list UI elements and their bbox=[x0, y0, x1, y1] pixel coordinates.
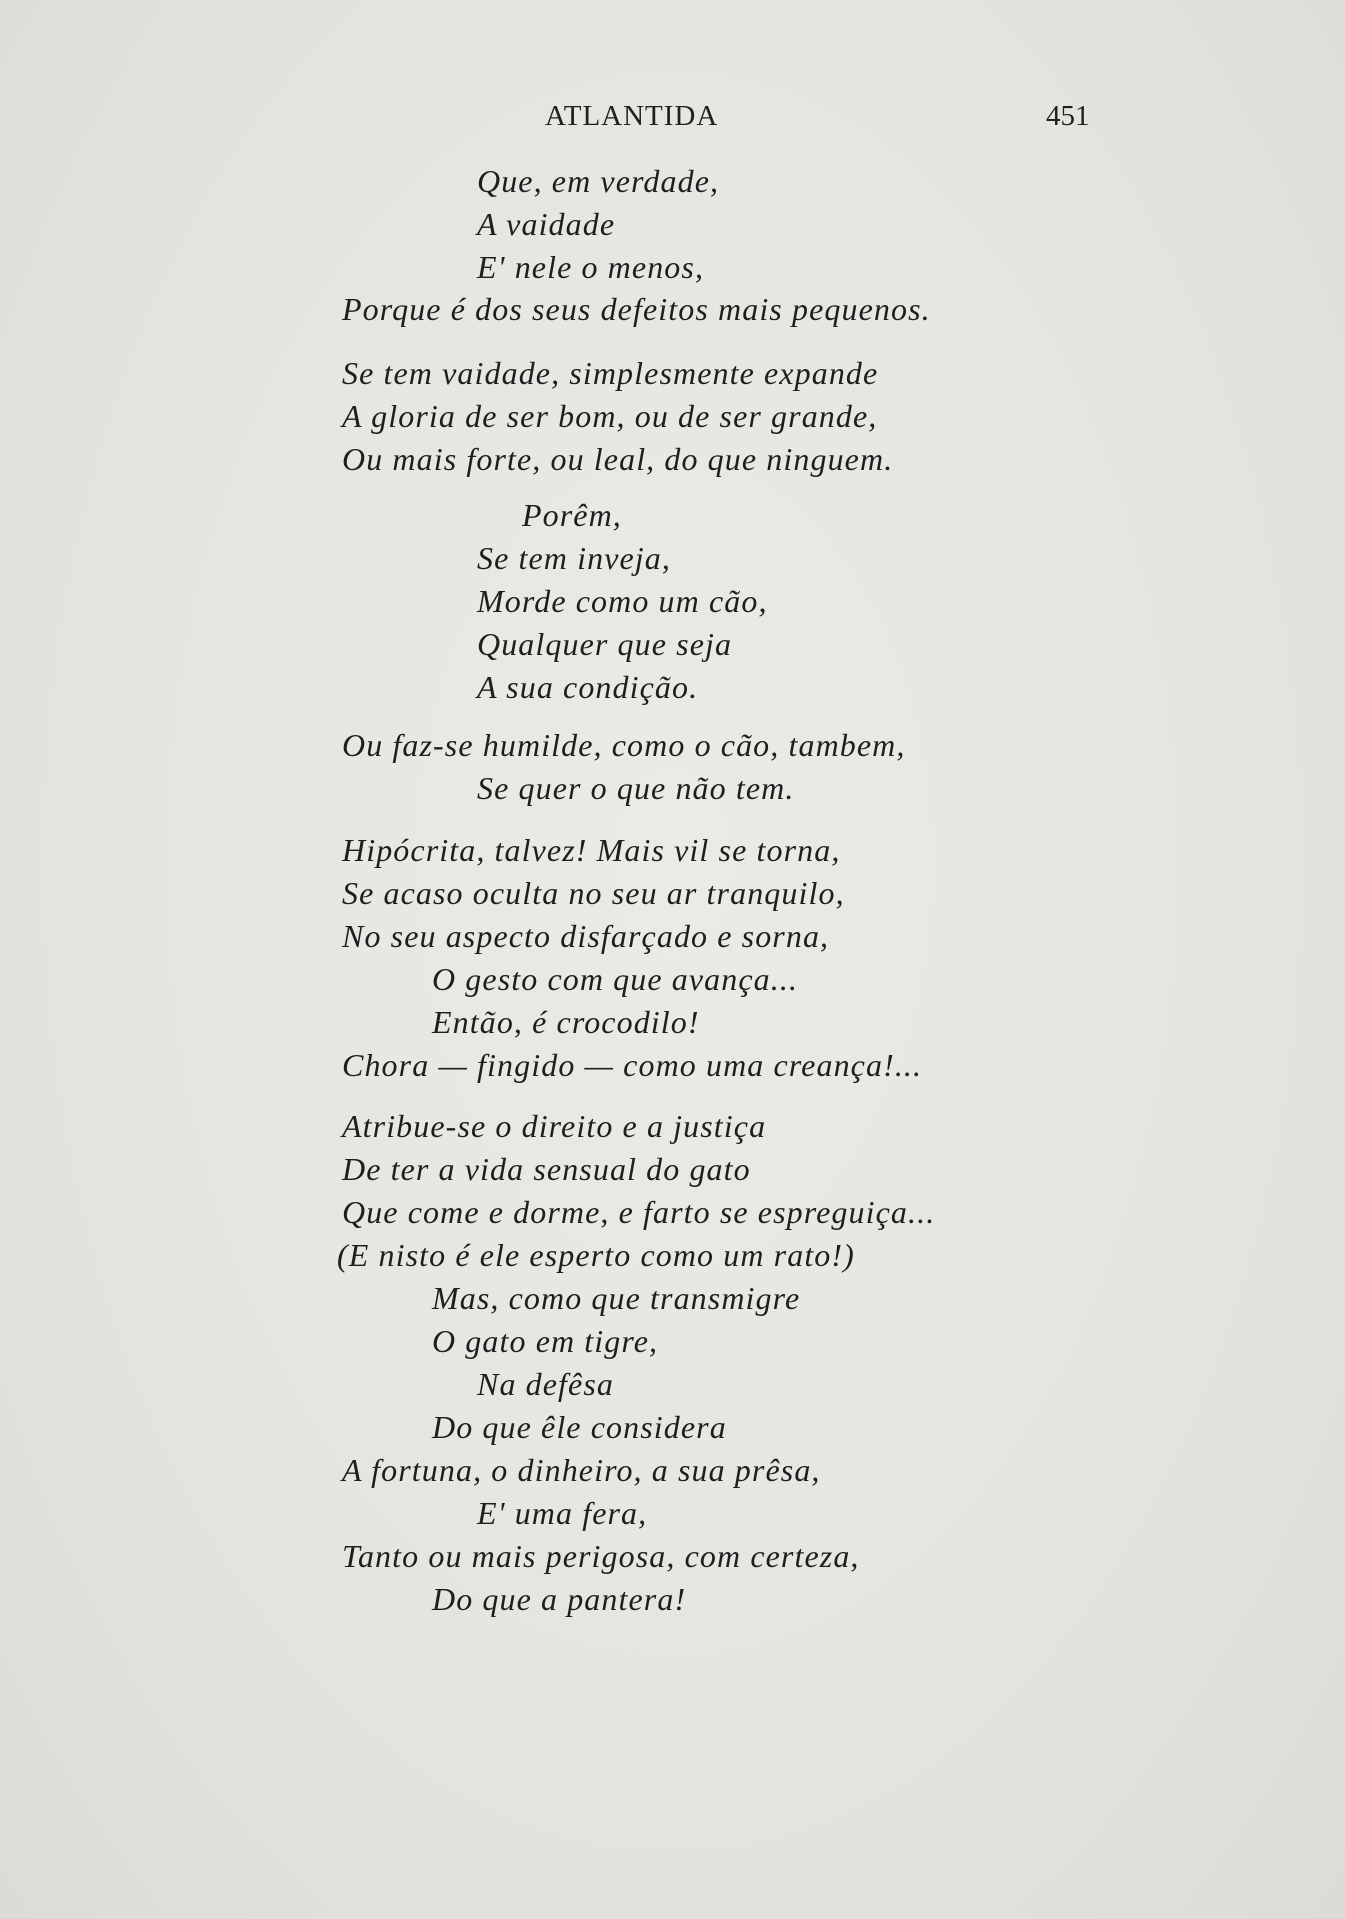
poem-line: Do que a pantera! bbox=[432, 1581, 687, 1617]
poem-line: Se tem vaidade, simplesmente expande bbox=[342, 355, 879, 391]
poem-line: E' uma fera, bbox=[477, 1495, 648, 1531]
poem-line: Hipócrita, talvez! Mais vil se torna, bbox=[342, 832, 841, 868]
poem-line: E' nele o menos, bbox=[477, 249, 705, 285]
poem-line: Se tem inveja, bbox=[477, 540, 671, 576]
poem-line: Que come e dorme, e farto se espreguiça... bbox=[342, 1194, 936, 1230]
poem-line: Ou faz-se humilde, como o cão, tambem, bbox=[342, 727, 906, 763]
page-number: 451 bbox=[1046, 100, 1090, 132]
poem-line: No seu aspecto disfarçado e sorna, bbox=[342, 918, 830, 954]
poem-line: Mas, como que transmigre bbox=[432, 1280, 801, 1316]
poem-line: Se quer o que não tem. bbox=[477, 770, 795, 806]
poem-line: Atribue-se o direito e a justiça bbox=[342, 1108, 767, 1144]
poem-line: O gesto com que avança... bbox=[432, 961, 799, 997]
poem-line: Que, em verdade, bbox=[477, 163, 720, 199]
poem-line: Chora — fingido — como uma creança!... bbox=[342, 1047, 923, 1083]
poem-line: A fortuna, o dinheiro, a sua prêsa, bbox=[342, 1452, 821, 1488]
poem-line: Porque é dos seus defeitos mais pequenos. bbox=[342, 291, 931, 327]
poem-line: Então, é crocodilo! bbox=[432, 1004, 700, 1040]
poem-line: (E nisto é ele esperto como um rato!) bbox=[337, 1237, 855, 1273]
poem-line: Porêm, bbox=[522, 497, 622, 533]
poem-line: O gato em tigre, bbox=[432, 1323, 659, 1359]
poem-line: De ter a vida sensual do gato bbox=[342, 1151, 751, 1187]
running-header-title: ATLANTIDA bbox=[545, 100, 719, 132]
poem-line: Se acaso oculta no seu ar tranquilo, bbox=[342, 875, 845, 911]
poem-line: A vaidade bbox=[477, 206, 616, 242]
poem-line: Do que êle considera bbox=[432, 1409, 727, 1445]
poem-line: A sua condição. bbox=[477, 669, 699, 705]
poem-line: Qualquer que seja bbox=[477, 626, 733, 662]
poem-line: Tanto ou mais perigosa, com certeza, bbox=[342, 1538, 860, 1574]
poem-line: Ou mais forte, ou leal, do que ninguem. bbox=[342, 441, 894, 477]
poem-line: Morde como um cão, bbox=[477, 583, 768, 619]
poem-line: Na defêsa bbox=[477, 1366, 614, 1402]
poem-line: A gloria de ser bom, ou de ser grande, bbox=[342, 398, 878, 434]
